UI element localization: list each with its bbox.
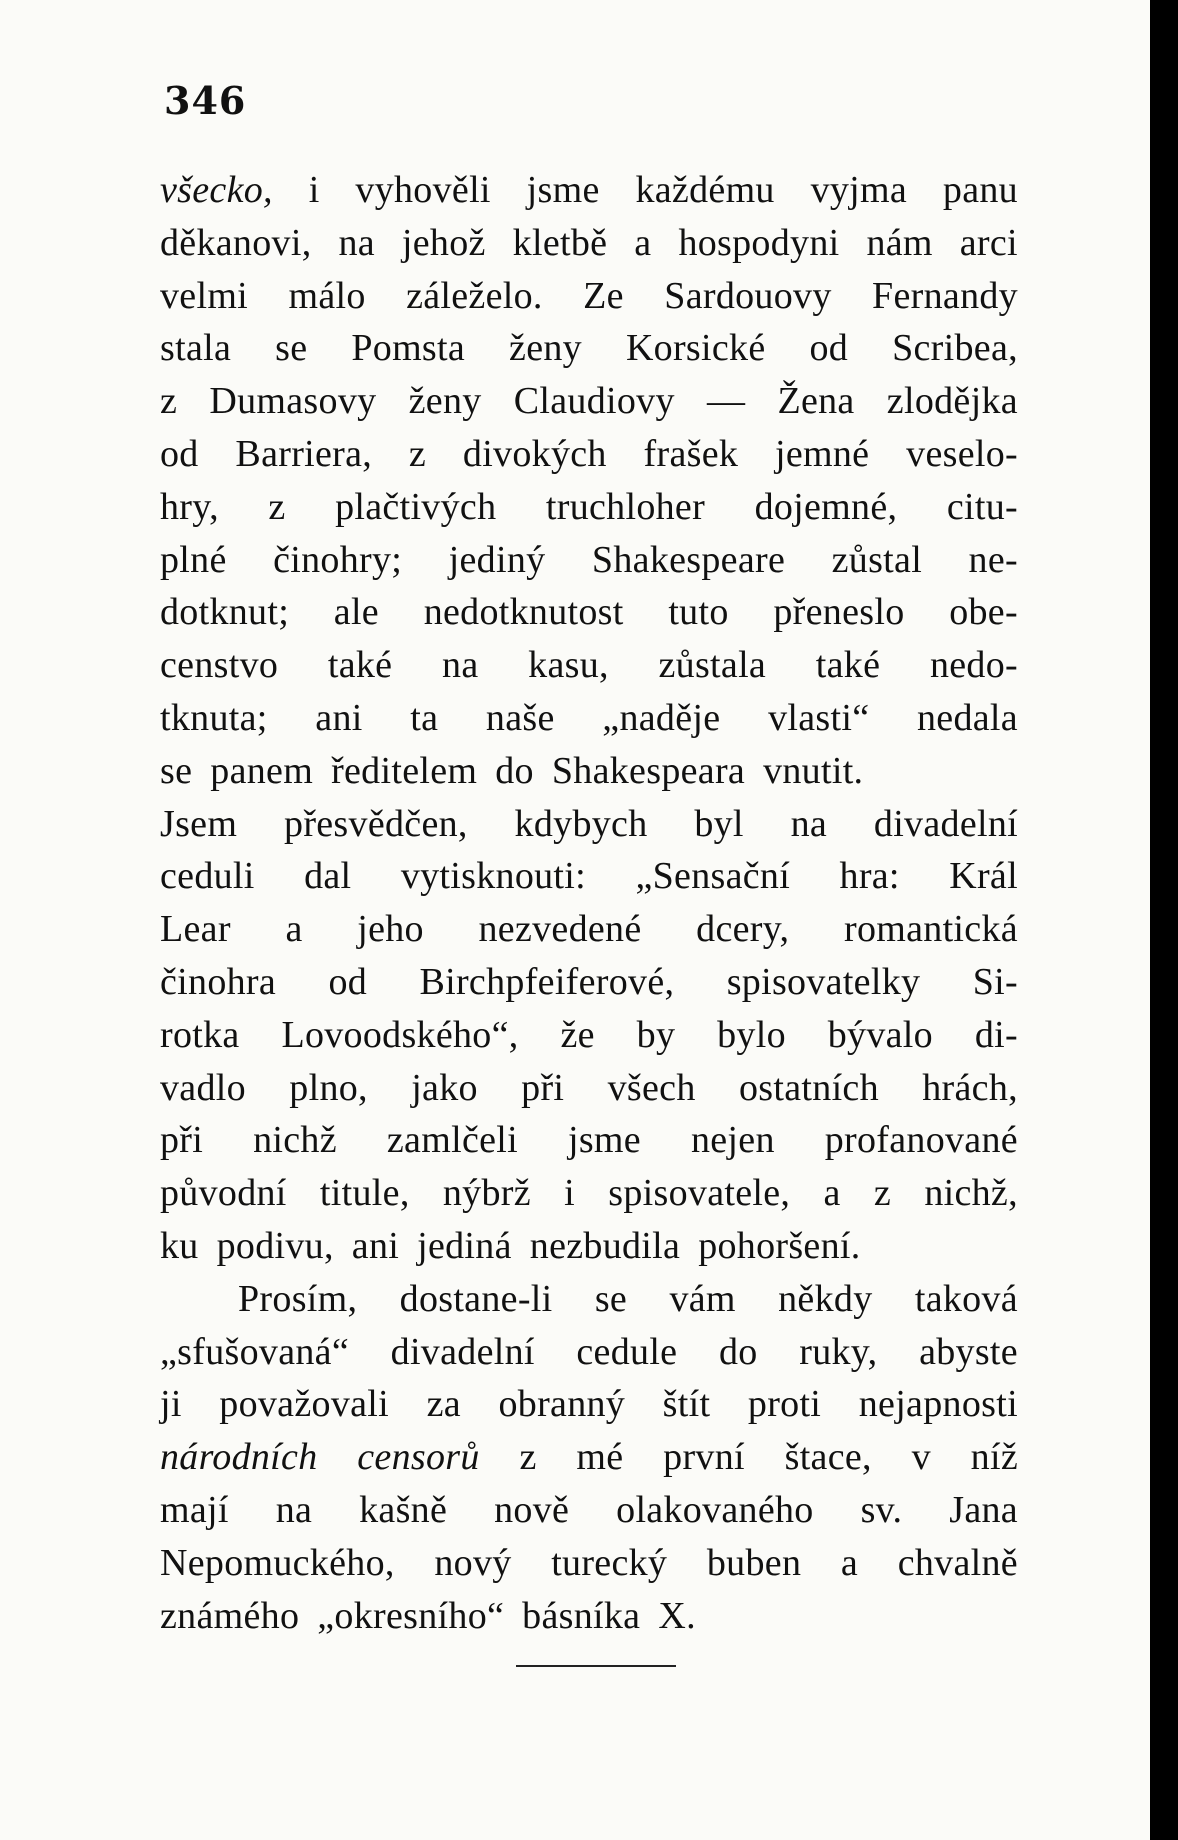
word: první [663,1436,745,1479]
word: jehož [401,221,486,264]
text-line [160,1590,1018,1643]
word: se [275,327,308,370]
word: turecký [551,1541,668,1584]
word: censtvo [160,644,279,687]
text-line [160,322,1018,375]
word: kasu, [528,644,609,687]
word: ji [160,1383,182,1426]
word: nezbudila [529,1224,681,1267]
word: Prosím, [238,1277,358,1320]
word: citu- [946,485,1018,528]
word: Si- [972,960,1018,1003]
word: od [160,432,199,475]
text-line [160,1273,1018,1326]
word: hospodyni [678,221,840,264]
word: vyhověli [355,169,491,211]
word: Jsem [160,802,238,845]
word: známého [160,1594,300,1637]
word: přeneslo [773,591,905,634]
word: a [823,1172,841,1215]
word: dostane-li [399,1277,553,1320]
text-line [160,903,1018,956]
text-line [160,1378,1018,1431]
word: Jana [949,1488,1018,1531]
word: ruky, [799,1330,878,1373]
word: nejapnosti [858,1383,1018,1426]
word: od [328,960,368,1003]
word: ne- [968,538,1018,581]
word: rotka [160,1013,240,1056]
word: di- [974,1013,1018,1056]
word: frašek [643,432,739,475]
scan-border [1150,0,1178,1840]
word: divokých [462,432,607,475]
word: Barriera, [235,432,373,475]
text-line [160,1326,1018,1379]
word: ale [333,591,379,634]
word: plné [160,538,227,581]
word: hra: [839,855,900,898]
word: záleželo. [406,274,543,317]
word: i [308,169,320,211]
word: zůstala [658,644,767,687]
word: na [338,221,375,264]
word: níž [970,1436,1018,1479]
word: Ze [583,274,624,317]
word: stala [160,327,232,370]
word: mají [160,1488,229,1531]
word: Sardouovy [664,274,832,317]
word: podivu, [216,1224,334,1267]
word: romantická [844,908,1018,951]
word: abyste [919,1330,1018,1373]
word: na [790,802,828,845]
text-line [160,1009,1018,1062]
word: Král [949,855,1018,898]
word: že [560,1013,595,1056]
word: sv. [860,1488,903,1531]
text-line [160,481,1018,534]
text-line [160,586,1018,639]
word: zamlčeli [386,1119,518,1162]
word: „okresního“ [317,1594,505,1637]
text-line [160,217,1018,270]
word: divadelní [873,802,1018,845]
word: od [809,327,849,370]
word: při [521,1066,565,1109]
word: ani [315,696,363,739]
word: z [873,1172,892,1215]
word: štace, [784,1436,872,1479]
word: kašně [359,1488,448,1531]
word: z [160,380,178,423]
word: jeho [357,908,424,951]
word: ostatních [739,1066,879,1109]
word: ceduli [160,855,255,898]
word: jsme [567,1119,641,1162]
word: by [636,1013,676,1056]
word: Shakespeara [551,749,746,792]
word: také [815,644,881,687]
word: vnutit. [763,749,864,792]
word: všecko, [160,169,273,211]
word: Birchpfeiferové, [419,960,675,1003]
word: chvalně [897,1541,1018,1584]
page-number: 346 [164,78,247,123]
word: a [285,908,303,951]
word: zlodějka [886,380,1018,423]
word: Korsické [625,327,766,370]
text-line [160,164,1018,217]
body-text [160,164,1018,1642]
word: bývalo [827,1013,933,1056]
word: Scribea, [892,327,1018,370]
word: mé [576,1436,624,1479]
word: vám [669,1277,736,1320]
word: činohry; [273,538,403,581]
word: divadelní [390,1330,535,1373]
word: obe- [949,591,1018,634]
word: plno, [289,1066,368,1109]
word: nezvedené [478,908,642,951]
word: „naděje [602,696,721,739]
word: a [840,1541,859,1584]
word: ředitelem [331,749,478,792]
word: titule, [319,1172,410,1215]
word: hry, [160,485,219,528]
word: jako [411,1066,478,1109]
word: nichž [253,1119,337,1162]
word: kdybych [514,802,648,845]
word: považovali [219,1383,389,1426]
word: štít [662,1383,711,1426]
text-line [160,850,1018,903]
word: „sfušovaná“ [160,1330,349,1373]
word: nově [494,1488,570,1531]
word: také [327,644,393,687]
word: všech [607,1066,696,1109]
word: buben [706,1541,802,1584]
word: tknuta; [160,696,268,739]
word: ženy [509,327,582,370]
word: nedo- [929,644,1018,687]
word: olakovaného [616,1488,814,1531]
word: nichž, [924,1172,1018,1215]
word: jemné [774,432,870,475]
text-line [160,428,1018,481]
word: národních [160,1436,318,1479]
word: se [594,1277,628,1320]
word: Pomsta [351,327,466,370]
text-line [160,270,1018,323]
text-line [160,745,1018,798]
word: ženy [408,380,482,423]
word: cedule [576,1330,678,1373]
text-line [160,798,1018,851]
word: dcery, [696,908,790,951]
word: obranný [498,1383,626,1426]
word: každému [635,169,775,211]
word: ani [351,1224,400,1267]
word: dojemné, [754,485,898,528]
text-line [160,692,1018,745]
word: censorů [357,1436,480,1479]
word: z [408,432,427,475]
word: se [160,749,193,792]
word: tuto [668,591,729,634]
word: přesvědčen, [284,802,468,845]
word: zůstal [831,538,923,581]
word: z [268,485,286,528]
text-line [160,639,1018,692]
word: Lovoodského“, [281,1013,519,1056]
text-line [160,1220,1018,1273]
word: proti [747,1383,822,1426]
word: pohoršení. [698,1224,861,1267]
word: Fernandy [872,274,1018,317]
word: ta [410,696,439,739]
word: i [564,1172,576,1215]
word: jediná [417,1224,512,1267]
word: dotknut; [160,591,290,634]
word: Dumasovy [209,380,377,423]
word: jsme [526,169,600,211]
word: při [160,1119,204,1162]
word: děkanovi, [160,221,312,264]
word: plačtivých [335,485,497,528]
word: původní [160,1172,287,1215]
word: za [426,1383,461,1426]
word: málo [288,274,366,317]
word: truchloher [545,485,706,528]
word: na [275,1488,313,1531]
word: Shakespeare [591,538,786,581]
word: taková [914,1277,1018,1320]
text-line [160,1167,1018,1220]
word: dal [304,855,352,898]
word: básníka [522,1594,641,1637]
word: „Sensační [635,855,791,898]
word: z [519,1436,537,1479]
word: nový [434,1541,512,1584]
word: a [634,221,652,264]
word: v [911,1436,931,1479]
word: naše [485,696,555,739]
word: velmi [160,274,249,317]
word: — [706,380,746,423]
text-line [160,375,1018,428]
word: nedala [917,696,1018,739]
word: vytisknouti: [400,855,587,898]
word: nám [866,221,933,264]
word: do [495,749,534,792]
word: bylo [717,1013,786,1056]
word: do [719,1330,758,1373]
end-rule [516,1665,676,1667]
text-line [160,956,1018,1009]
word: spisovatele, [608,1172,791,1215]
word: Žena [777,380,855,423]
word: Claudiovy [513,380,675,423]
word: činohra [160,960,277,1003]
word: spisovatelky [726,960,921,1003]
word: nejen [690,1119,775,1162]
word: vyjma [810,169,908,211]
word: panem [210,749,314,792]
word: vadlo [160,1066,246,1109]
word: panu [942,169,1018,211]
word: kletbě [512,221,608,264]
word: jediný [448,538,546,581]
word: Lear [160,908,231,951]
text-line [160,1114,1018,1167]
word: X. [658,1594,696,1637]
word: ku [160,1224,199,1267]
word: veselo- [906,432,1018,475]
word: vlasti“ [768,696,870,739]
word: Nepomuckého, [160,1541,395,1584]
text-line [160,534,1018,587]
text-line [160,1537,1018,1590]
word: nýbrž [442,1172,531,1215]
word: profanované [824,1119,1018,1162]
word: na [442,644,479,687]
word: hrách, [922,1066,1018,1109]
text-line [160,1431,1018,1484]
word: někdy [778,1277,873,1320]
text-line [160,1484,1018,1537]
text-line [160,1062,1018,1115]
word: byl [694,802,744,845]
word: nedotknutost [423,591,624,634]
word: arci [959,221,1018,264]
